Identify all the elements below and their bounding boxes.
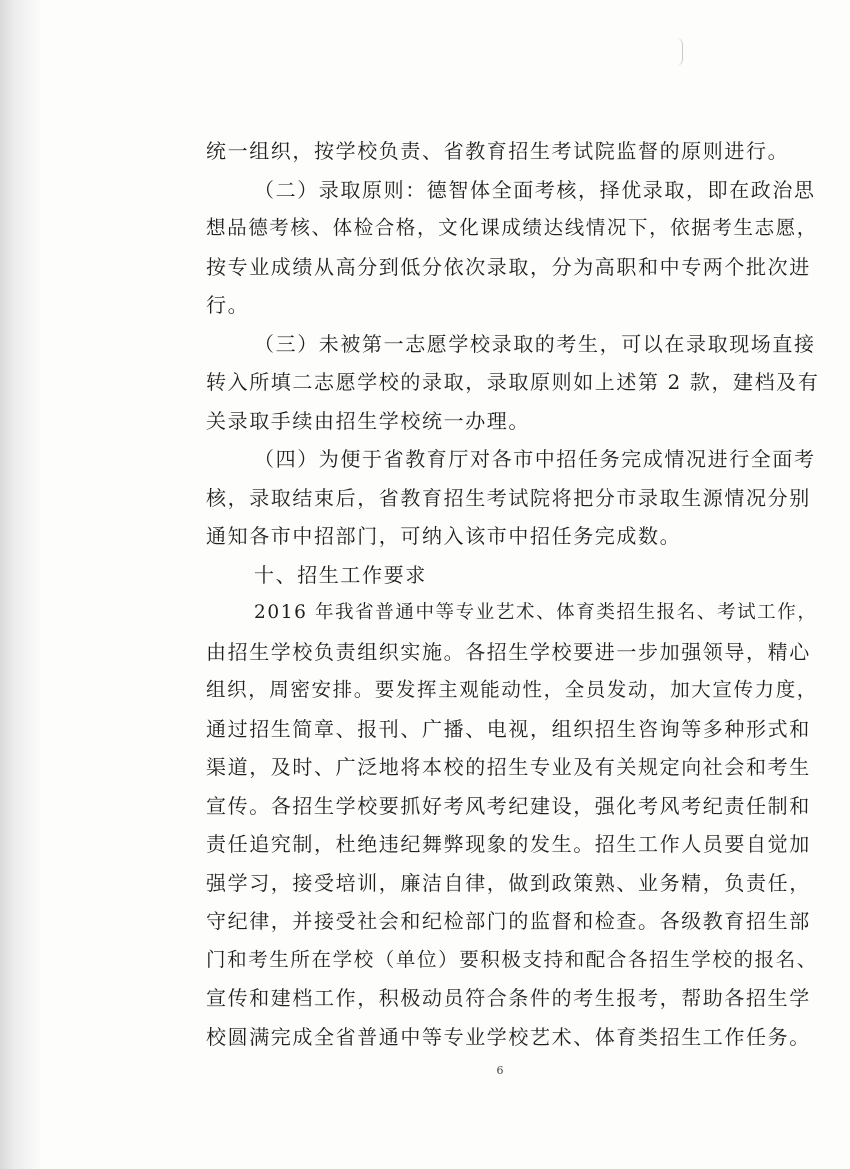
text-line: 统一组织，按学校负责、省教育招生考试院监督的原则进行。 <box>206 139 790 163</box>
text-line: 宣传和建档工作，积极动员符合条件的考生报考，帮助各招生学 <box>206 986 811 1010</box>
section-heading: 十、招生工作要求 <box>254 562 427 587</box>
text-line: 责任追究制，杜绝违纪舞弊现象的发生。招生工作人员要自觉加 <box>206 832 811 856</box>
page-number: 6 <box>496 1064 504 1077</box>
text-line: 行。 <box>206 293 250 317</box>
text-line: 2016 年我省普通中等专业艺术、体育类招生报名、考试工作， <box>254 602 818 623</box>
text-line: 组织，周密安排。要发挥主观能动性，全员发动，加大宣传力度， <box>206 678 818 701</box>
text-line: 强学习，接受培训，廉洁自律，做到政策熟、业务精，负责任， <box>206 870 811 895</box>
text-line: 关录取手续由招生学校统一办理。 <box>206 408 530 433</box>
scan-shadow-edge <box>0 0 40 1169</box>
text-line: 由招生学校负责组织实施。各招生学校要进一步加强领导，精心 <box>206 639 811 664</box>
text-line: （四）为便于省教育厅对各市中招任务完成情况进行全面考 <box>254 447 816 471</box>
text-line: 渠道，及时、广泛地将本校的招生专业及有关规定向社会和考生 <box>206 755 811 779</box>
text-line: 宣传。各招生学校要抓好考风考纪建设，强化考风考纪责任制和 <box>206 793 811 818</box>
scan-artifact-mark <box>676 38 683 66</box>
text-line: 转入所填二志愿学校的录取，录取原则如上述第 2 款，建档及有 <box>206 370 820 394</box>
text-line: 门和考生所在学校（单位）要积极支持和配合各招生学校的报名、 <box>206 947 818 971</box>
text-line: 通过招生简章、报刊、广播、电视，组织招生咨询等多种形式和 <box>206 716 811 741</box>
text-line: （二）录取原则：德智体全面考核，择优录取，即在政治思 <box>254 177 816 202</box>
text-line: 通知各市中招部门，可纳入该市中招任务完成数。 <box>206 524 682 548</box>
body-text <box>206 132 826 1056</box>
text-line: （三）未被第一志愿学校录取的考生，可以在录取现场直接 <box>254 331 816 356</box>
text-line: 核，录取结束后，省教育招生考试院将把分市录取生源情况分别 <box>206 485 811 510</box>
text-line: 守纪律，并接受社会和纪检部门的监督和检查。各级教育招生部 <box>206 909 811 933</box>
text-line: 按专业成绩从高分到低分依次录取，分为高职和中专两个批次进 <box>206 254 811 279</box>
text-line: 校圆满完成全省普通中等专业学校艺术、体育类招生工作任务。 <box>206 1024 811 1049</box>
text-line: 想品德考核、体检合格，文化课成绩达线情况下，依据考生志愿， <box>206 216 818 239</box>
